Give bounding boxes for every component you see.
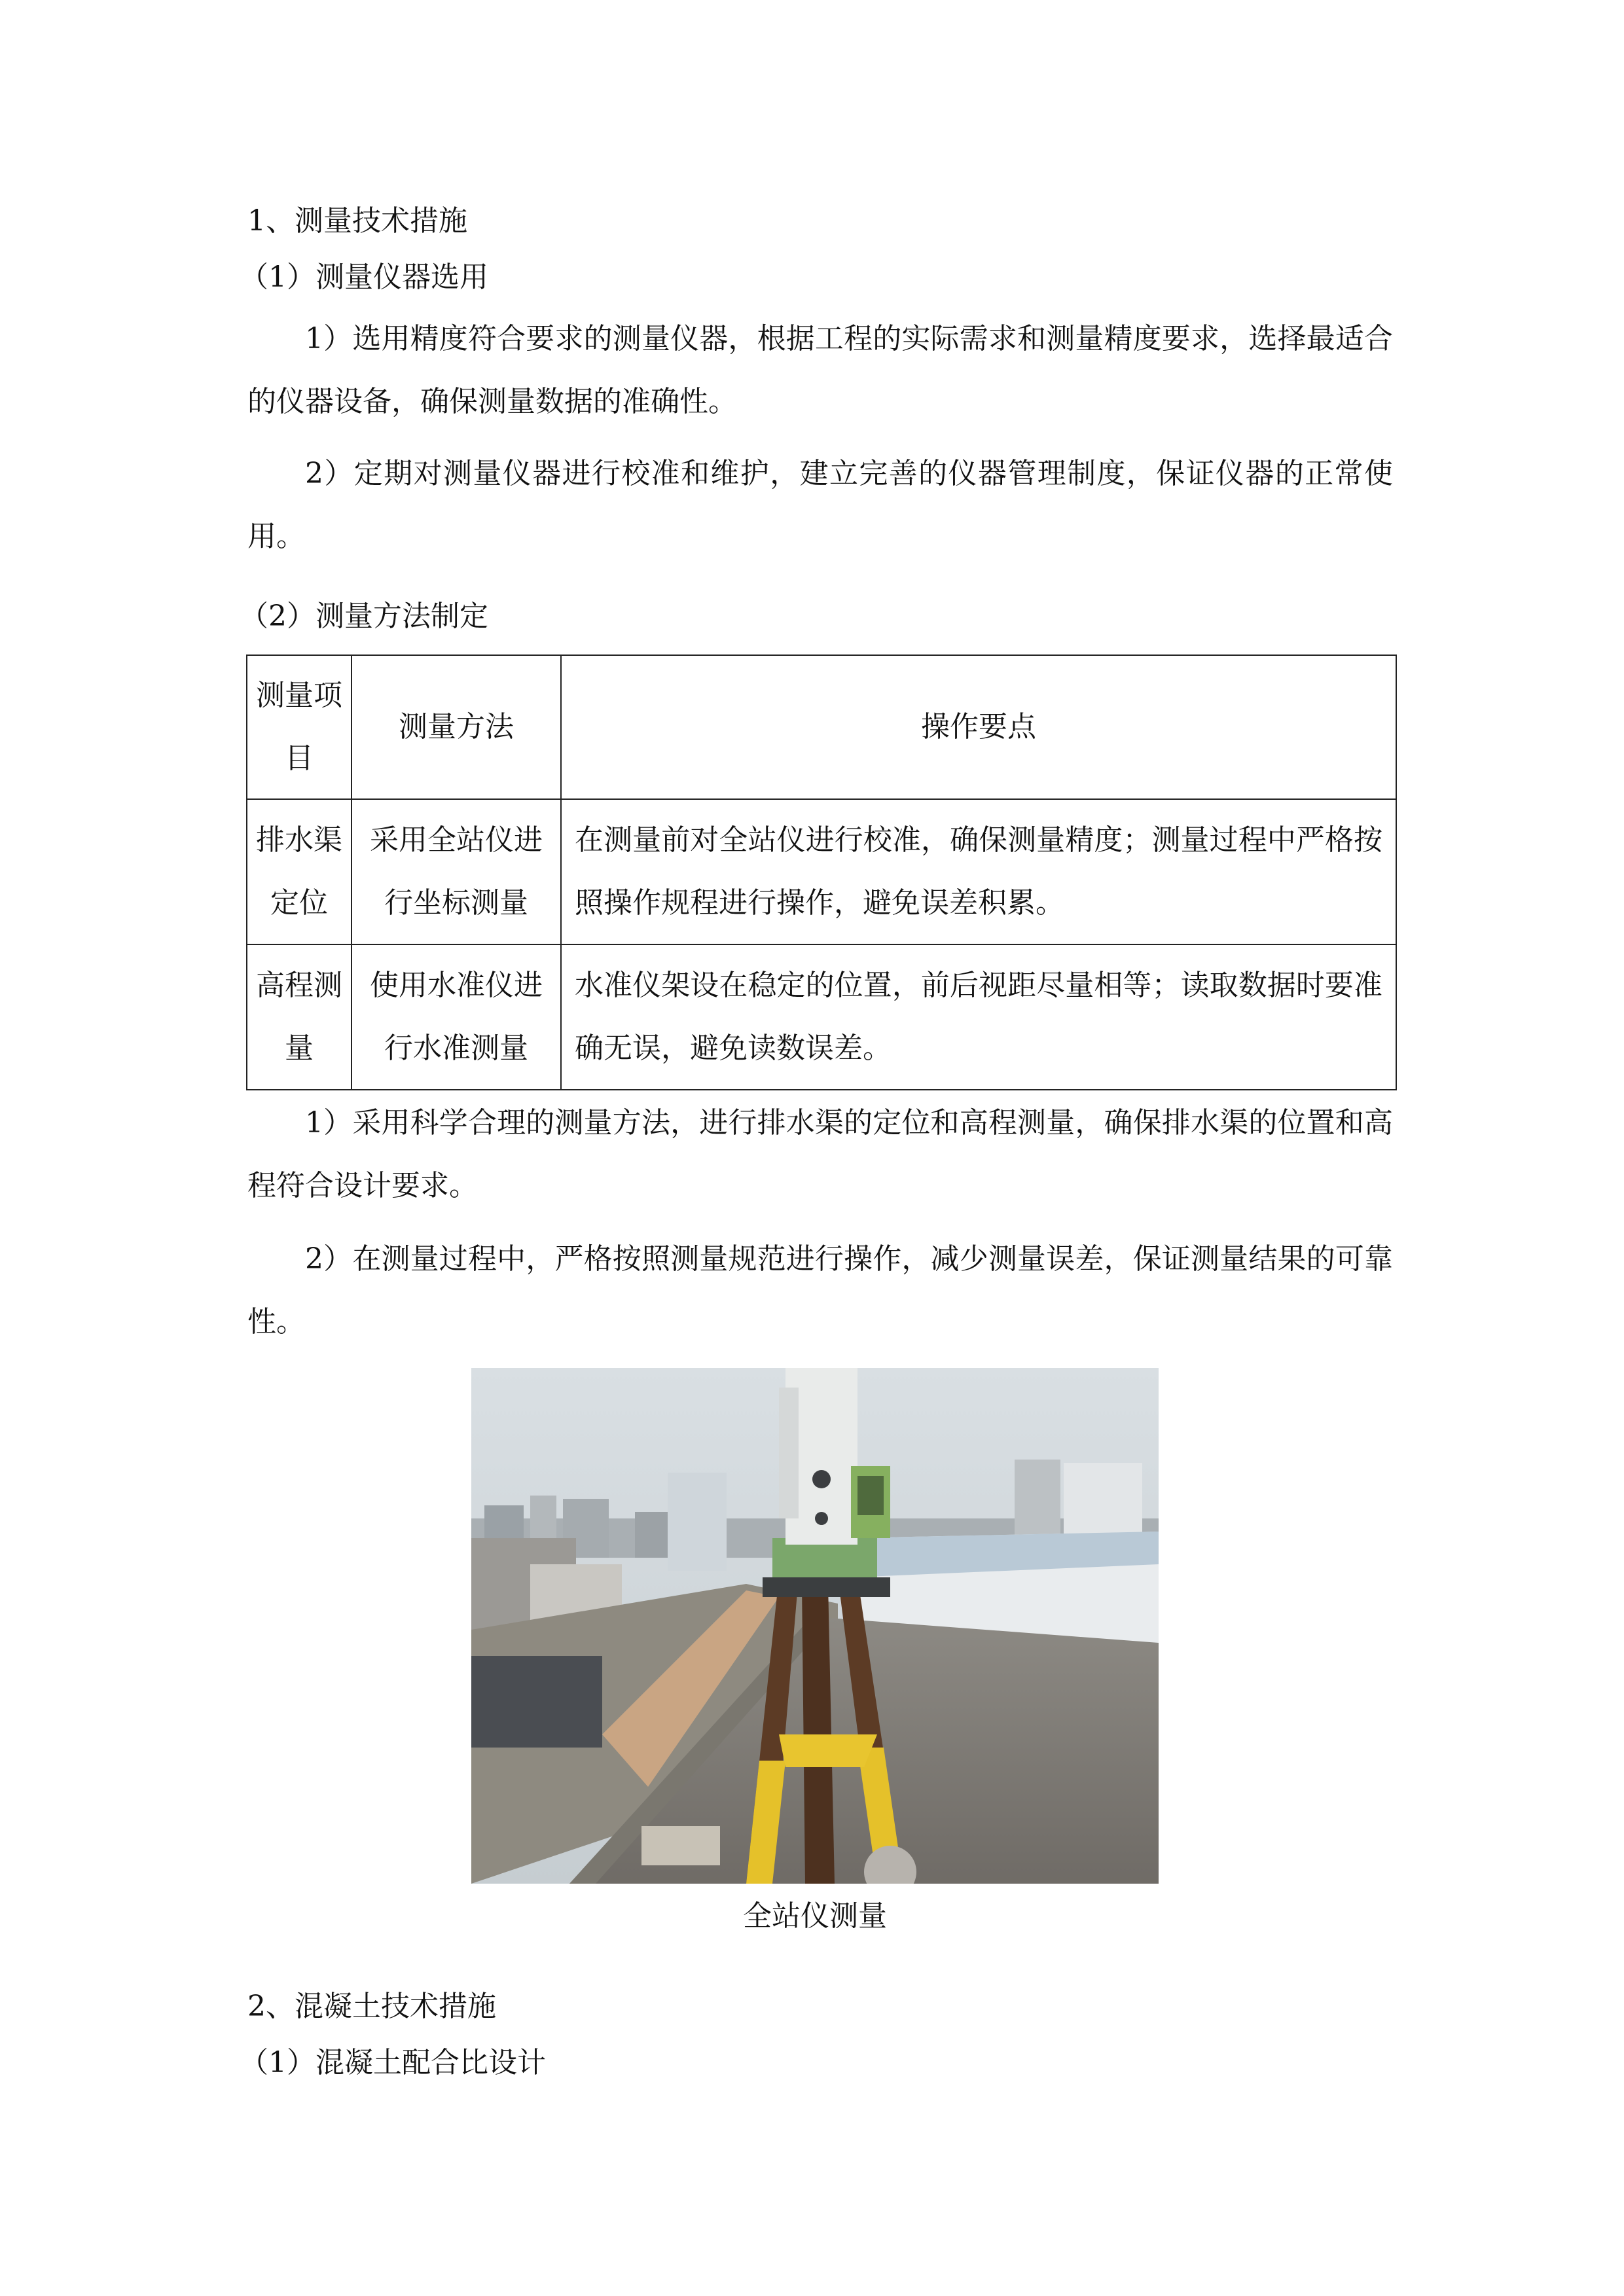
subsection-2-1-title: （1）混凝土配合比设计 [240,2046,546,2079]
table-header-row [247,655,1396,799]
table-row [247,799,1396,944]
table-header-keypoints: 操作要点 [561,655,1396,799]
table-cell-keypoints: 在测量前对全站仪进行校准，确保测量精度；测量过程中严格按照操作规程进行操作，避免误差积累。 [561,799,1396,944]
paragraph-method-2: 2）在测量过程中，严格按照测量规范进行操作，减少测量误差，保证测量结果的可靠性。 [247,1242,1393,1338]
table-cell-item: 高程测量 [247,944,352,1090]
table-header-item: 测量项目 [247,655,352,799]
section-1-title: 1、测量技术措施 [247,204,467,238]
subsection-1-title: （1）测量仪器选用 [240,260,488,294]
table-cell-method: 采用全站仪进行坐标测量 [352,799,561,944]
table-cell-item: 排水渠定位 [247,799,352,944]
paragraph-method-1: 1）采用科学合理的测量方法，进行排水渠的定位和高程测量，确保排水渠的位置和高程符合设计要求。 [247,1106,1393,1202]
figure-caption: 全站仪测量 [743,1899,887,1933]
section-2-title: 2、混凝土技术措施 [247,1990,496,2023]
table-cell-keypoints: 水准仪架设在稳定的位置，前后视距尽量相等；读取数据时要准确无误，避免读数误差。 [561,944,1396,1090]
table-header-method: 测量方法 [352,655,561,799]
subsection-2-title: （2）测量方法制定 [240,600,488,633]
paragraph-instrument-2: 2）定期对测量仪器进行校准和维护，建立完善的仪器管理制度，保证仪器的正常使用。 [247,457,1393,553]
measurement-method-table [246,655,1397,1090]
table-row [247,944,1396,1090]
paragraph-instrument-1: 1）选用精度符合要求的测量仪器，根据工程的实际需求和测量精度要求，选择最适合的仪器设备，确保测量数据的准确性。 [247,322,1393,418]
table-cell-method: 使用水准仪进行水准测量 [352,944,561,1090]
total-station-photo [471,1368,1159,1884]
